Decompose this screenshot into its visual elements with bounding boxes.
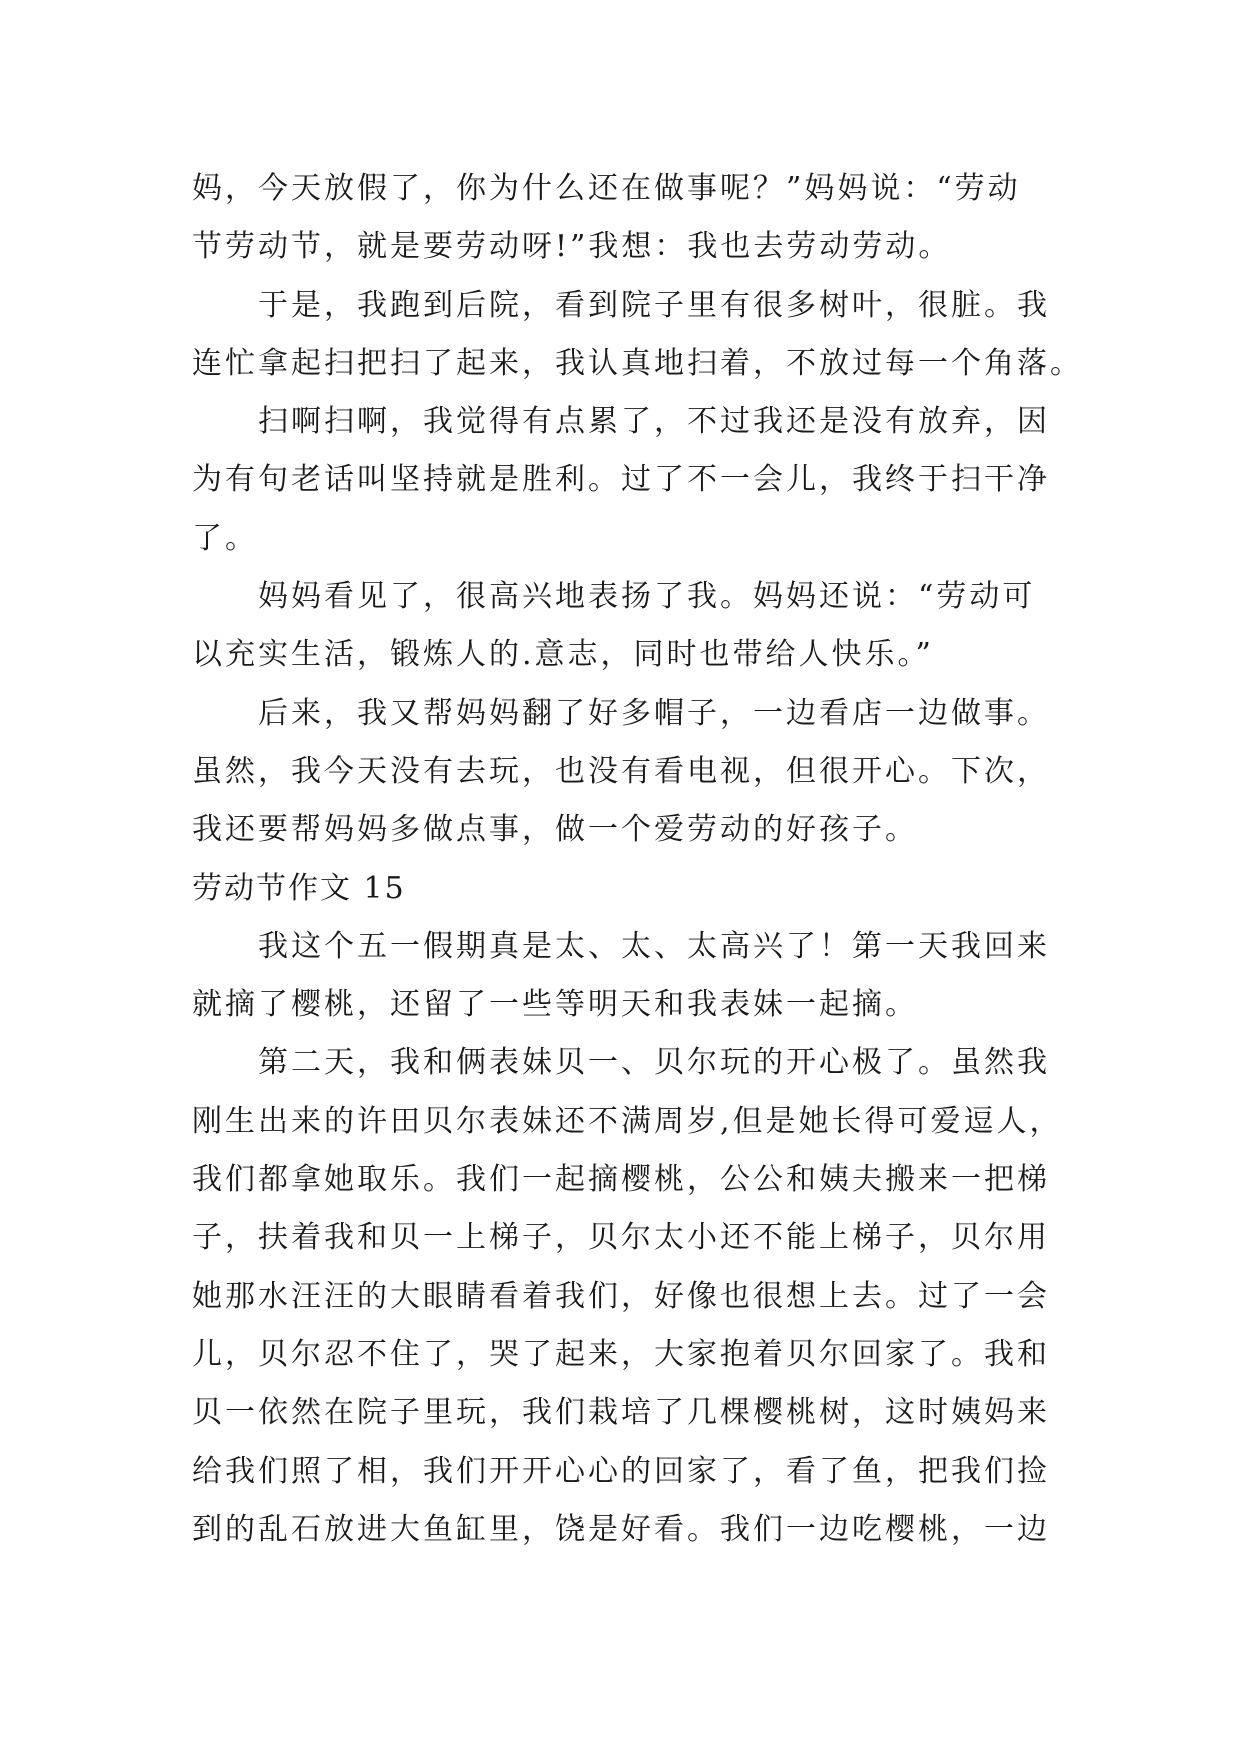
text-line: 我还要帮妈妈多做点事，做一个爱劳动的好孩子。 — [192, 812, 918, 848]
text-line: 就摘了樱桃，还留了一些等明天和我表妹一起摘。 — [192, 987, 918, 1023]
paragraph — [192, 1034, 1092, 1559]
text-line: 虽然，我今天没有去玩，也没有看电视，但很开心。下次， — [192, 753, 1050, 789]
text-line: 扫啊扫啊，我觉得有点累了，不过我还是没有放弃，因 — [258, 404, 1050, 440]
text-line: 她那水汪汪的大眼睛看着我们，好像也很想上去。过了一会 — [192, 1278, 1050, 1314]
text-line: 子，扶着我和贝一上梯子，贝尔太小还不能上梯子，贝尔用 — [192, 1220, 1050, 1256]
text-line: 妈，今天放假了，你为什么还在做事呢？”妈妈说：“劳动 — [192, 171, 1021, 206]
text-line: 给我们照了相，我们开开心心的回家了，看了鱼，把我们捡 — [192, 1453, 1050, 1489]
text-line: 后来，我又帮妈妈翻了好多帽子，一边看店一边做事。 — [258, 695, 1050, 731]
paragraph — [192, 568, 1092, 685]
text-line: 我们都拿她取乐。我们一起摘樱桃，公公和姨夫搬来一把梯 — [192, 1162, 1050, 1198]
text-line: 到的乱石放进大鱼缸里，饶是好看。我们一边吃樱桃，一边 — [192, 1511, 1050, 1547]
paragraph — [192, 160, 1092, 277]
paragraph — [192, 918, 1092, 1035]
text-line: 我这个五一假期真是太、太、太高兴了！第一天我回来 — [258, 928, 1050, 964]
text-line: 于是，我跑到后院，看到院子里有很多树叶，很脏。我 — [258, 287, 1050, 323]
text-line: 连忙拿起扫把扫了起来，我认真地扫着，不放过每一个角落。 — [192, 345, 1083, 381]
text-line: 以充实生活，锻炼人的.意志，同时也带给人快乐。” — [192, 637, 934, 673]
text-line: 节劳动节，就是要劳动呀!”我想：我也去劳动劳动。 — [192, 229, 952, 265]
text-line: 贝一依然在院子里玩，我们栽培了几棵樱桃树，这时姨妈来 — [192, 1395, 1050, 1431]
heading-text: 劳动节作文 15 — [192, 870, 406, 906]
text-line: 儿，贝尔忍不住了，哭了起来，大家抱着贝尔回家了。我和 — [192, 1336, 1050, 1372]
paragraph — [192, 393, 1092, 568]
text-line: 为有句老话叫坚持就是胜利。过了不一会儿，我终于扫干净 — [192, 462, 1050, 498]
section-heading — [192, 860, 1092, 918]
text-line: 刚生出来的许田贝尔表妹还不满周岁,但是她长得可爱逗人， — [192, 1103, 1063, 1139]
document-body — [192, 160, 1092, 1559]
paragraph — [192, 685, 1092, 860]
text-line: 第二天，我和俩表妹贝一、贝尔玩的开心极了。虽然我 — [258, 1045, 1050, 1081]
paragraph — [192, 277, 1092, 394]
text-line: 妈妈看见了，很高兴地表扬了我。妈妈还说：“劳动可 — [258, 579, 1036, 615]
text-line: 了。 — [192, 520, 258, 556]
